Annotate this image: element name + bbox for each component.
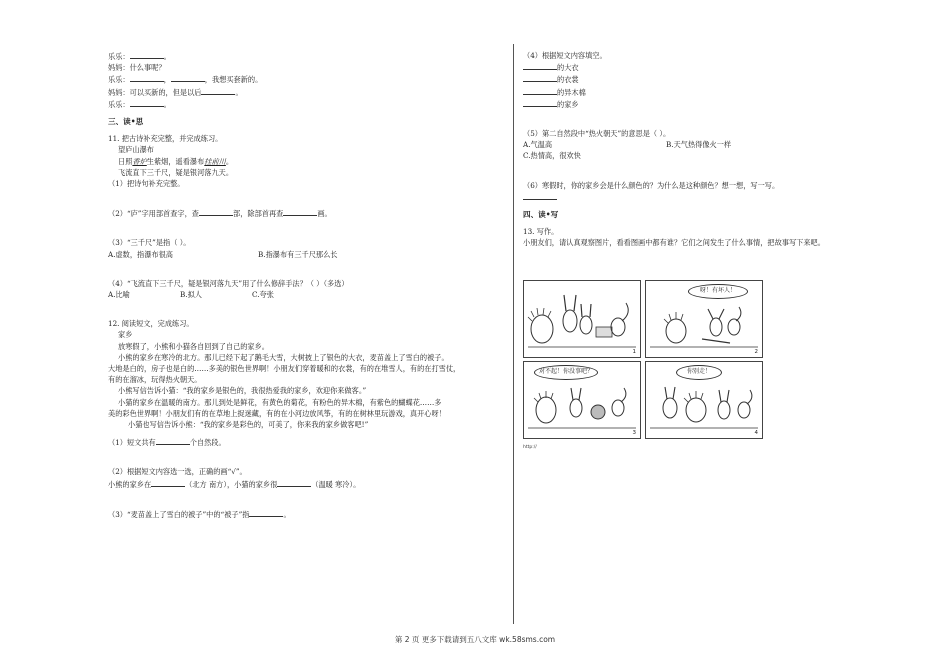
question-text: 。 xyxy=(283,509,291,519)
essay-line: 美的彩色世界啊！小朋友们有的在草地上捉迷藏，有的在小河边放风筝，有的在树林里玩游戏，真开心呀！ xyxy=(108,408,446,418)
answer-blank[interactable] xyxy=(283,207,317,216)
q12-sub2-line xyxy=(108,478,508,490)
poem-text: 日照 xyxy=(118,156,133,166)
hedgehog-rabbit-squirrels-illustration xyxy=(524,281,640,357)
q12-sub1 xyxy=(108,436,508,448)
answer-blank[interactable] xyxy=(171,73,205,82)
section-4-title: 四、读•写 xyxy=(523,210,559,220)
question-text: 个自然段。 xyxy=(189,438,226,448)
answer-blank[interactable] xyxy=(523,73,557,82)
q13-prompt: 小朋友们，请认真观察图片，看看图画中都有谁？它们之间发生了什么事情，把故事写下来吧。 xyxy=(523,238,825,248)
speech-bubble: 对不起！你没事吧？ xyxy=(534,365,598,380)
dialog-text: ，我想买套新的。 xyxy=(204,75,263,85)
panel-number: 2 xyxy=(754,349,758,355)
essay-line: 小猫也写信告诉小熊：“我的家乡是彩色的，可美了，你来我的家乡做客吧!” xyxy=(128,420,369,430)
question-text: （1）短文共有 xyxy=(108,438,156,448)
q11-sub4: （4）“飞流直下三千尺，疑是银河落九天”用了什么修辞手法？（ ）（多选） xyxy=(108,278,349,288)
dialog-text: 什么事呢？ xyxy=(129,63,166,73)
answer-blank[interactable] xyxy=(156,436,190,445)
answer-blank[interactable] xyxy=(523,191,557,200)
question-text: 小熊的家乡在 xyxy=(108,479,152,489)
q13-title: 13. 写作。 xyxy=(523,227,559,237)
speaker: 乐乐： xyxy=(108,52,130,61)
option-b[interactable]: B.天气热得像火一样 xyxy=(666,140,732,150)
sub6-answer-line xyxy=(523,191,853,203)
dialog-text: 。 xyxy=(163,99,171,109)
poem-text: 生紫烟，遥看瀑布 xyxy=(146,156,205,166)
poem-text: 。 xyxy=(225,156,234,166)
answer-blank[interactable] xyxy=(130,50,164,59)
dialog-text: ， xyxy=(163,75,171,85)
essay-line: 大地是白的，房子也是白的……多美的银色世界啊！小朋友们穿着暖和的衣裳，有的在堆雪人，有的在打雪仗， xyxy=(108,364,461,374)
dialog-line-3 xyxy=(108,73,508,85)
panel-number: 3 xyxy=(632,430,636,436)
poem-title: 望庐山瀑布 xyxy=(118,145,154,155)
dialog-line-1 xyxy=(108,50,508,62)
essay-line: 小熊的家乡在寒冷的北方。那儿已经下起了鹅毛大雪，大树披上了银色的大衣，麦苗盖上了雪白的被子。 xyxy=(118,352,449,362)
speech-bubble: 呀！有坏人！ xyxy=(688,284,748,299)
fill-text: 的衣裳 xyxy=(557,75,579,85)
q12-sub6: （6）寒假时，你的家乡会是什么颜色的？为什么是这种颜色？想一想，写一写。 xyxy=(523,180,780,190)
question-text: 部，除部首再查 xyxy=(233,209,284,219)
dialog-line-5 xyxy=(108,98,508,110)
poem-word: 挂前川 xyxy=(204,156,226,166)
dialog-text: 。 xyxy=(235,87,243,97)
answer-blank[interactable] xyxy=(151,478,185,487)
answer-blank[interactable] xyxy=(249,508,283,517)
q11-sub3: （3）“三千尺”是指（ ）。 xyxy=(108,238,191,248)
speech-bubble: 你别走！ xyxy=(676,365,722,380)
option-a[interactable]: A.比喻 xyxy=(108,290,130,300)
option-c[interactable]: C.夸张 xyxy=(252,290,274,300)
q11-title: 11. 把古诗补充完整，并完成练习。 xyxy=(108,134,223,144)
q12-title: 12. 阅读短文，完成练习。 xyxy=(108,319,194,329)
essay-line: 小熊写信告诉小猫：“我的家乡是银色的，我很热爱我的家乡，欢迎你来做客。” xyxy=(118,386,367,396)
comic-panel-1 xyxy=(523,280,641,358)
essay-title: 家乡 xyxy=(118,330,133,340)
option-a[interactable]: A.气温高 xyxy=(523,140,553,150)
q11-sub1: （1）把诗句补充完整。 xyxy=(108,179,185,189)
panel-number: 1 xyxy=(632,349,636,355)
q12-sub2: （2）根据短文内容选一选，正确的画“√”。 xyxy=(108,467,247,477)
speaker: 妈妈： xyxy=(108,87,130,97)
option-b[interactable]: B.指瀑布有三千尺那么长 xyxy=(258,249,338,259)
question-text: （2）“庐”字用部首查字，查 xyxy=(108,209,199,219)
answer-blank[interactable] xyxy=(523,86,557,95)
q12-sub5: （5）第二自然段中“热火朝天”的意思是（ ）。 xyxy=(523,129,671,139)
dialog-text: 。 xyxy=(163,52,171,61)
fill-text: 的家乡 xyxy=(557,99,579,109)
question-text: （3）“麦苗盖上了雪白的被子”中的“被子”指 xyxy=(108,509,250,519)
right-column xyxy=(523,50,853,249)
poem-line-1 xyxy=(108,156,508,167)
fill-text: 的大衣 xyxy=(557,63,579,73)
answer-blank[interactable] xyxy=(130,98,164,107)
comic-panel-4 xyxy=(645,361,763,439)
comic-strip xyxy=(523,280,769,438)
option-c[interactable]: C.热情高，很欢快 xyxy=(523,151,581,161)
speaker: 妈妈： xyxy=(108,63,130,73)
page-footer: 第 2 页 更多下载请到五八文库 wk.58sms.com xyxy=(394,635,556,644)
answer-blank[interactable] xyxy=(130,73,164,82)
essay-line: 有的在溜冰，玩得热火朝天。 xyxy=(108,375,202,385)
answer-blank[interactable] xyxy=(523,98,557,107)
essay-line: 放寒假了，小熊和小猫各自回到了自己的家乡。 xyxy=(118,341,269,351)
answer-blank[interactable] xyxy=(523,61,557,70)
section-3-title: 三、读•思 xyxy=(108,117,144,127)
column-divider xyxy=(513,44,514,624)
fill-line-2 xyxy=(523,73,853,85)
comic-panel-3 xyxy=(523,361,641,439)
q12-sub5-options xyxy=(523,139,853,150)
option-a[interactable]: A.虚数，指瀑布很高 xyxy=(108,249,173,259)
question-text: （北方 南方），小猫的家乡很 xyxy=(185,479,278,489)
q12-sub3 xyxy=(108,508,508,520)
poem-line-2: 飞流直下三千尺，疑是银河落九天。 xyxy=(118,167,234,177)
panel-number: 4 xyxy=(754,430,758,436)
fill-line-1 xyxy=(523,61,853,73)
poem-word: 香炉 xyxy=(132,156,147,166)
left-column xyxy=(108,50,508,520)
dialog-text: 可以买新的，但是以后 xyxy=(129,87,202,97)
comic-panel-2 xyxy=(645,280,763,358)
essay-line: 小猫的家乡在温暖的南方。那儿到处是鲜花，有黄色的菊花，有粉色的异木棉，有紫色的蝴蝶花……多 xyxy=(118,397,442,407)
answer-blank[interactable] xyxy=(277,478,311,487)
speaker: 乐乐： xyxy=(108,75,130,85)
answer-blank[interactable] xyxy=(201,86,235,95)
image-caption: http:// xyxy=(523,445,537,450)
dialog-line-2 xyxy=(108,62,508,73)
question-text: （温暖 寒冷）。 xyxy=(311,479,361,489)
fill-line-4 xyxy=(523,98,853,110)
option-b[interactable]: B.拟人 xyxy=(180,290,202,300)
fill-text: 的异木棉 xyxy=(557,87,586,97)
q11-sub3-options xyxy=(108,249,508,260)
speaker: 乐乐： xyxy=(108,99,130,109)
question-text: 画。 xyxy=(317,209,332,219)
fill-line-3 xyxy=(523,86,853,98)
q12-sub4: （4）根据短文内容填空。 xyxy=(523,51,607,60)
q11-sub2 xyxy=(108,207,508,219)
q11-sub4-options xyxy=(108,289,508,300)
dialog-line-4 xyxy=(108,86,508,98)
answer-blank[interactable] xyxy=(199,207,233,216)
